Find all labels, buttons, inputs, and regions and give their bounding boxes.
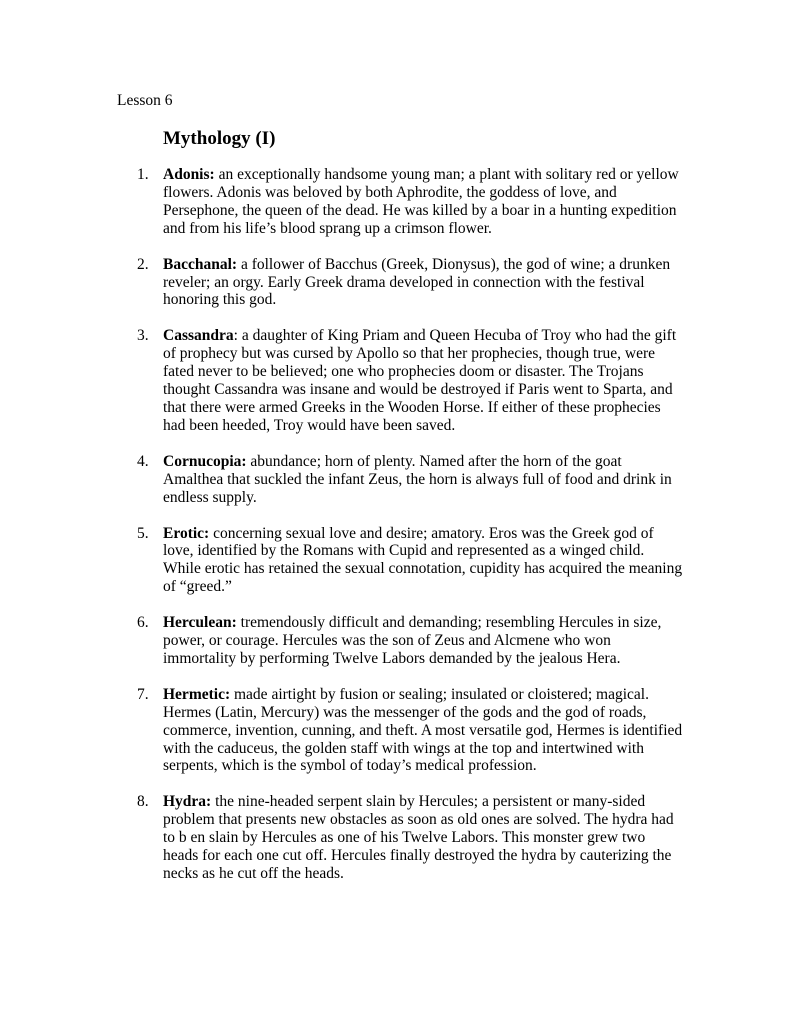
item-body <box>163 525 683 597</box>
list-item <box>0 793 791 883</box>
item-number: 3. <box>137 327 149 345</box>
item-number: 1. <box>137 166 149 183</box>
item-body <box>163 256 683 310</box>
item-number: 4. <box>137 452 149 470</box>
item-term: Cassandra <box>163 327 234 345</box>
item-definition: a follower of Bacchus (Greek, Dionysus), the god of wine; a drunken reveler; an orgy. Early Greek drama developed in connection with the festival honoring this god. <box>163 255 671 309</box>
list-item <box>0 686 791 776</box>
item-term: Erotic: <box>163 524 210 542</box>
item-term: Bacchanal: <box>163 255 238 273</box>
item-definition: the nine-headed serpent slain by Hercules; a persistent or many-sided problem that presents new obstacles as soon as old ones are solved. The hydra had to b en slain by Hercules as one of his Twelve Labors. This monster grew two heads for each one cut off. Hercules finally destroyed the hydra by cauterizing the necks as he cut off the heads. <box>163 793 674 882</box>
item-definition: tremendously difficult and demanding; resembling Hercules in size, power, or courage. Hercules was the son of Zeus and Alcmene who won immortality by performing Twelve Labors demanded by the jealous Hera. <box>163 614 662 667</box>
item-number: 6. <box>137 614 149 632</box>
item-term: Hermetic: <box>163 685 231 703</box>
item-definition: made airtight by fusion or sealing; insulated or cloistered; magical. Hermes (Latin, Mercury) was the messenger of the gods and the god of roads, commerce, invention, cunning, and theft. A most versatile god, Hermes is identified with the caduceus, the golden staff with wings at the top and intertwined with serpents, which is the symbol of today’s medical profession. <box>163 685 683 775</box>
vocabulary-list <box>0 166 791 901</box>
item-body <box>163 793 683 883</box>
item-number: 8. <box>137 793 149 811</box>
list-item <box>0 614 791 668</box>
item-term: Adonis: <box>163 166 215 183</box>
item-body <box>163 614 683 668</box>
item-definition: concerning sexual love and desire; amatory. Eros was the Greek god of love, identified by the Romans with Cupid and represented as a winged child. While erotic has retained the sexual connotation, cupidity has acquired the meaning of “greed.” <box>163 524 683 596</box>
item-body <box>163 327 683 434</box>
list-item <box>0 327 791 434</box>
item-body <box>163 686 683 776</box>
list-item <box>0 453 791 507</box>
item-definition: abundance; horn of plenty. Named after the horn of the goat Amalthea that suckled the infant Zeus, the horn is always full of food and drink in endless supply. <box>163 452 672 506</box>
item-number: 2. <box>137 255 149 273</box>
item-term: Herculean: <box>163 614 237 632</box>
item-term: Hydra: <box>163 793 212 811</box>
item-body <box>163 453 683 507</box>
item-definition: : a daughter of King Priam and Queen Hecuba of Troy who had the gift of prophecy but was cursed by Apollo so that her prophecies, though true, were fated never to be believed; one who prophecies doom or disaster. The Trojans thought Cassandra was insane and would be destroyed if Paris went to Sparta, and that there were armed Greeks in the Wooden Horse. If either of these prophecies had been heeded, Troy would have been saved. <box>163 327 677 434</box>
item-body <box>163 166 683 238</box>
list-item <box>0 256 791 310</box>
lesson-label: Lesson 6 <box>117 92 173 109</box>
list-item <box>0 166 791 238</box>
item-number: 5. <box>137 524 149 542</box>
list-item <box>0 525 791 597</box>
item-term: Cornucopia: <box>163 452 247 470</box>
item-number: 7. <box>137 685 149 703</box>
item-definition: an exceptionally handsome young man; a plant with solitary red or yellow flowers. Adonis was beloved by both Aphrodite, the goddess of love, and Persephone, the queen of the dead. He was killed by a boar in a hunting expedition and from his life’s blood sprang up a crimson flower. <box>163 166 679 237</box>
page-title: Mythology (I) <box>163 128 276 149</box>
